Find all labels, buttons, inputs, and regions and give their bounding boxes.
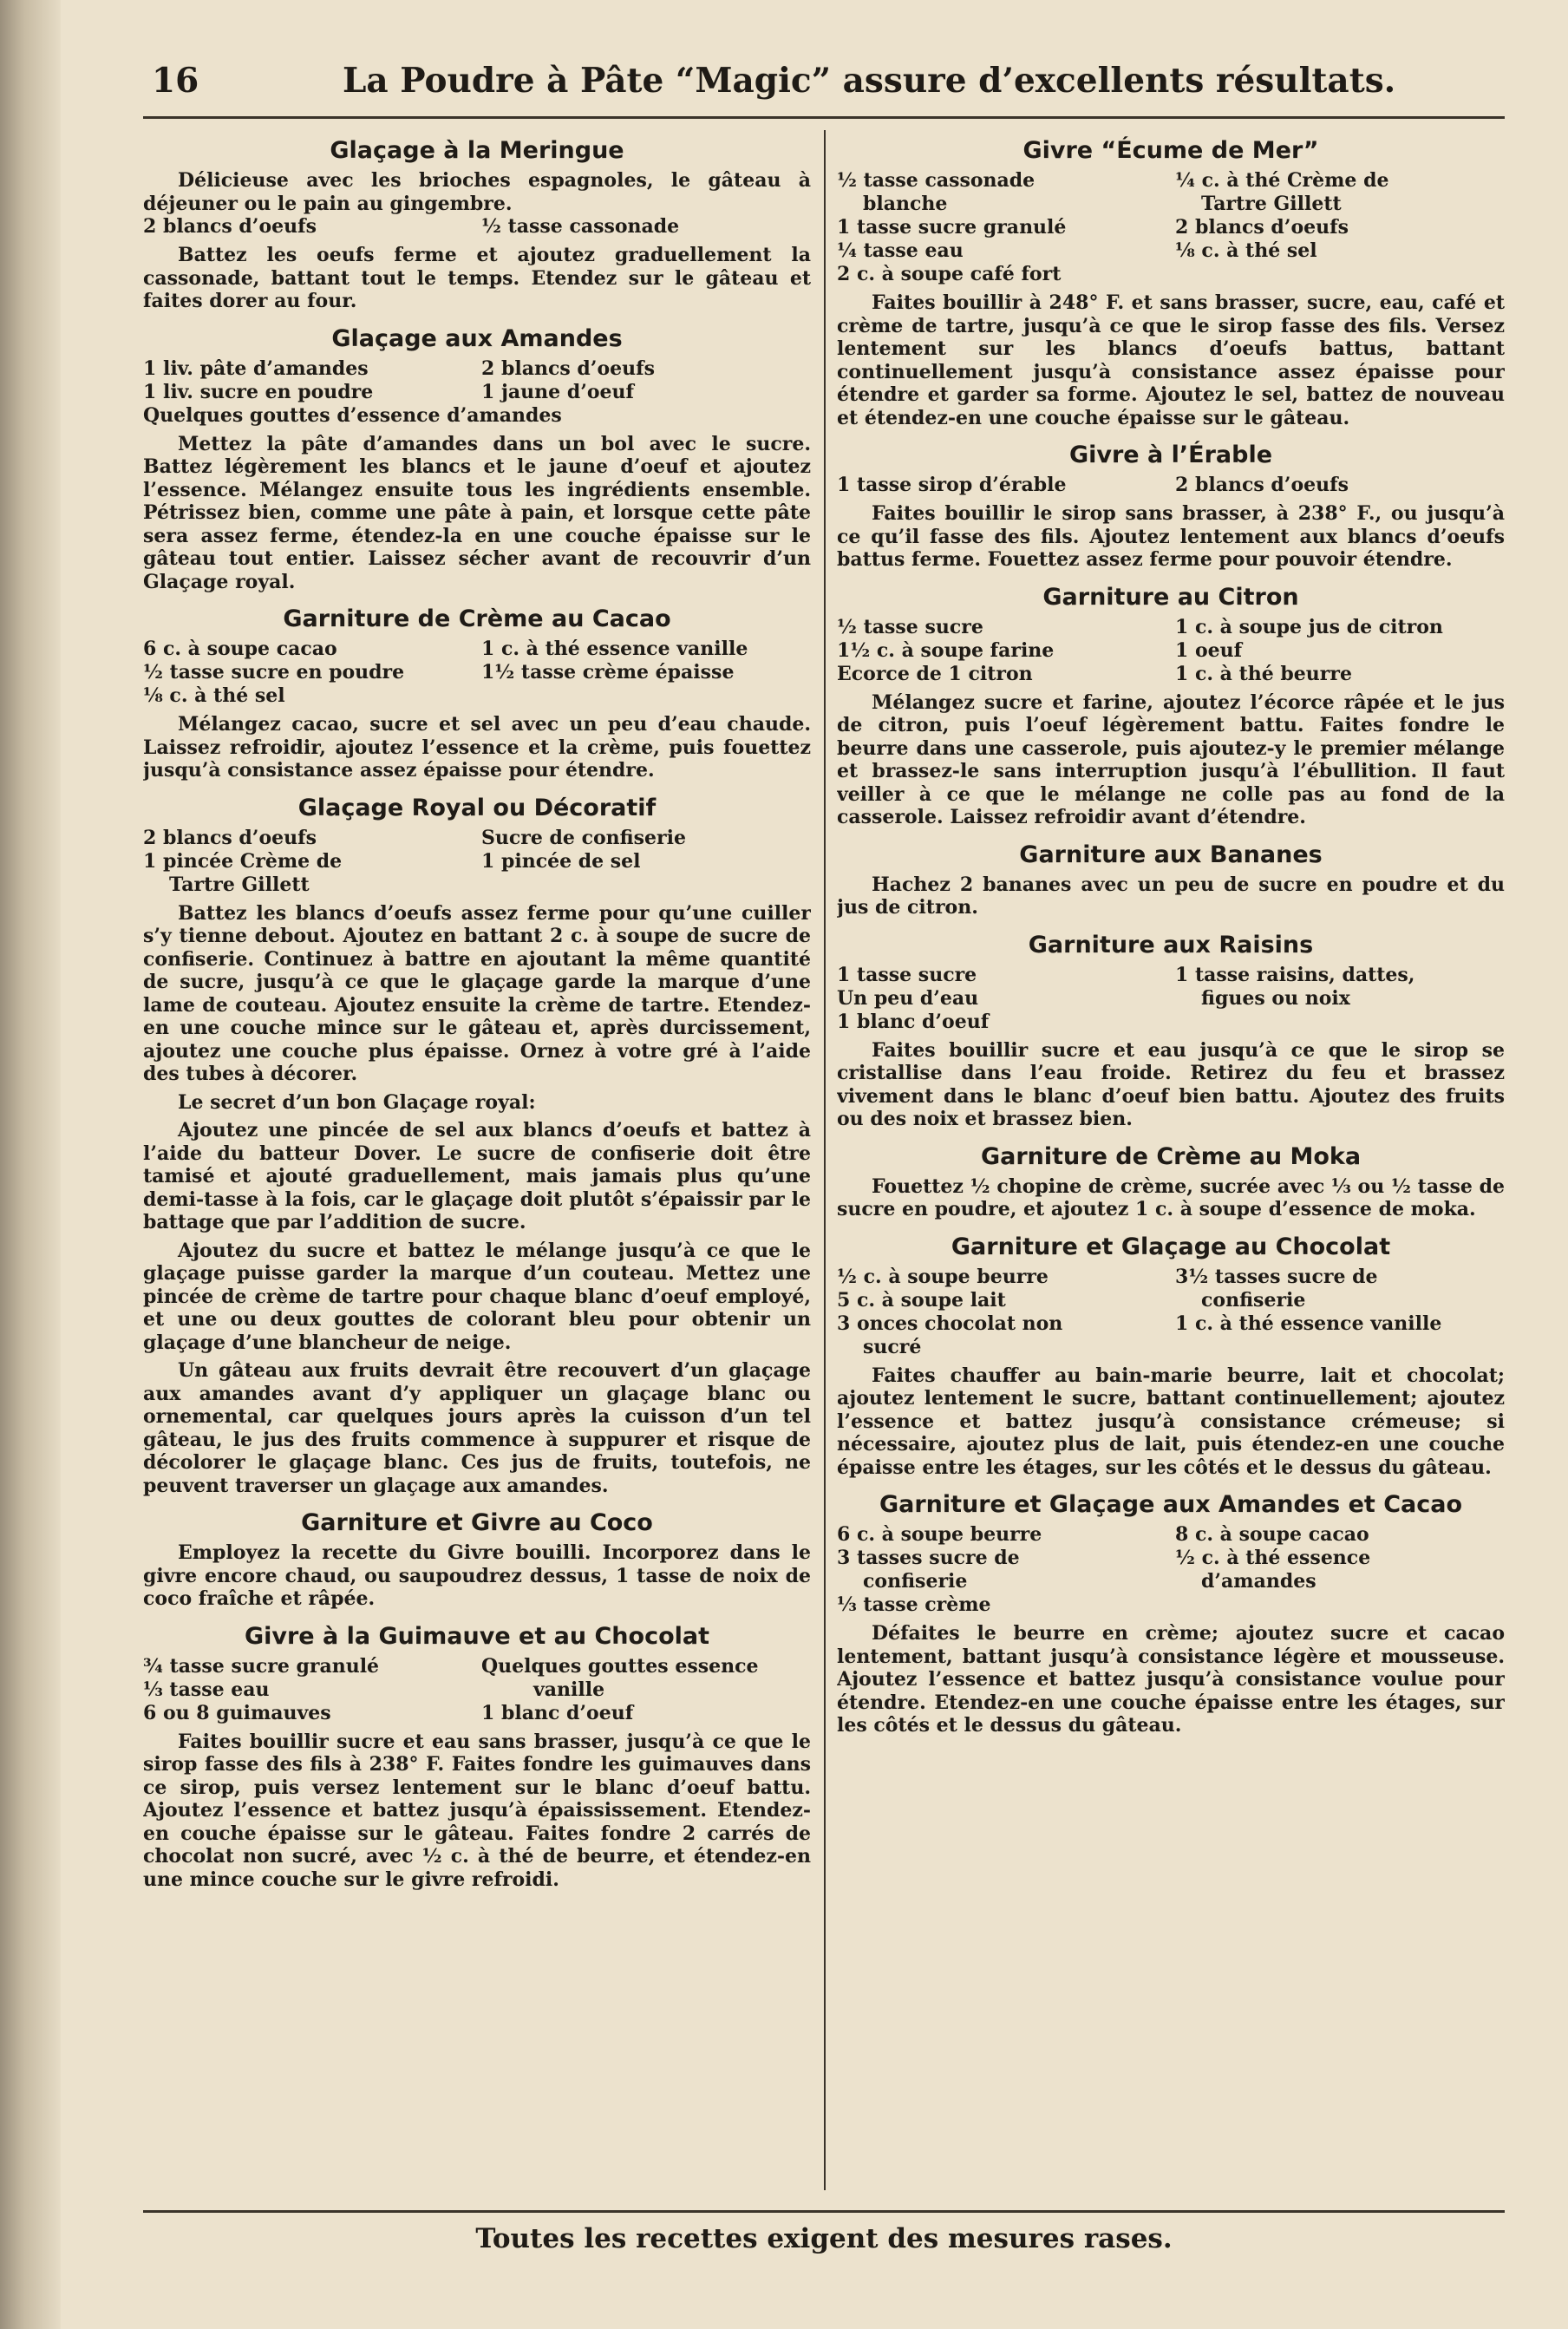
ingredient: 3½ tasses sucre de: [1175, 1265, 1378, 1288]
recipe-instructions: Hachez 2 bananes avec un peu de sucre en poudre et du jus de citron.: [837, 873, 1505, 919]
page-header: [152, 61, 1505, 113]
ingredient: 1 liv. pâte d’amandes: [143, 357, 369, 380]
ingredient-list: [837, 1523, 1505, 1617]
ingredient: 8 c. à soupe cacao: [1175, 1523, 1369, 1546]
recipe-instructions: Mélangez sucre et farine, ajoutez l’écorce râpée et le jus de citron, puis l’oeuf légèrement battu. Faites fondre le beurre dans une casserole, puis ajoutez-y le premier mélange et brassez-le sans interruption jusqu’à l’ébullition. Il faut veiller à ce que le mélange ne colle pas au fond de la casserole. Laissez refroidir avant d’étendre.: [837, 690, 1505, 828]
ingredient: ½ c. à thé essence: [1175, 1547, 1371, 1569]
ingredient: ½ tasse sucre: [837, 615, 983, 638]
ingredient: 1 oeuf: [1175, 638, 1243, 662]
recipe-title: Glaçage à la Meringue: [330, 137, 624, 164]
ingredient: 1 tasse sirop d’érable: [837, 474, 1067, 496]
ingredient: 3 onces chocolat non: [837, 1312, 1063, 1335]
recipe-instructions: Battez les oeufs ferme et ajoutez graduellement la cassonade, battant tout le temps. Etendez sur le gâteau et faites dorer au four.: [143, 244, 811, 312]
ingredient: sucré: [863, 1335, 922, 1358]
recipe-givre-guimauve-chocolat: [143, 1623, 811, 1892]
recipe-intro: Délicieuse avec les brioches espagnoles, le gâteau à déjeuner ou le pain au gingembre.: [143, 169, 811, 215]
ingredient: figues ou noix: [1201, 986, 1350, 1010]
recipe-glacage-amandes: [143, 325, 811, 594]
ingredient: ⅛ c. à thé sel: [1175, 239, 1317, 262]
right-column: [837, 130, 1505, 2195]
ingredient: 1 pincée de sel: [481, 849, 641, 873]
recipe-instructions: Faites chauffer au bain-marie beurre, lait et chocolat; ajoutez lentement le sucre, battant continuellement; ajoutez l’essence et battez jusqu’à consistance crémeuse; si nécessaire, ajoutez plus de lait, puis étendez-en une couche épaisse entre les étages, sur les côtés et le dessus du gâteau.: [837, 1364, 1505, 1479]
ingredient: 1 jaune d’oeuf: [481, 380, 634, 403]
book-binding-shadow: [0, 0, 61, 2329]
ingredient: confiserie: [863, 1570, 968, 1593]
column-divider: [824, 130, 826, 2190]
recipe-title: Garniture et Givre au Coco: [301, 1509, 653, 1536]
recipe-garniture-bananes: [837, 841, 1505, 919]
recipe-title: Givre à la Guimauve et au Chocolat: [244, 1622, 710, 1650]
recipe-instructions: Mélangez cacao, sucre et sel avec un peu d’eau chaude. Laissez refroidir, ajoutez l’essence et la crème, puis fouettez jusqu’à consistance assez épaisse pour étendre.: [143, 713, 811, 782]
ingredient: ⅓ tasse eau: [143, 1678, 270, 1701]
ingredient: ¾ tasse sucre granulé: [143, 1654, 380, 1678]
recipe-creme-cacao: [143, 605, 811, 782]
recipe-title: Glaçage Royal ou Décoratif: [297, 794, 657, 821]
recipe-givre-ecume-de-mer: [837, 137, 1505, 429]
ingredient: Quelques gouttes essence: [481, 1654, 759, 1678]
ingredient: ½ tasse cassonade: [481, 215, 680, 238]
ingredient: 1 c. à thé essence vanille: [481, 638, 748, 660]
ingredient: d’amandes: [1201, 1570, 1316, 1593]
ingredient-list: [837, 964, 1505, 1034]
ingredient: Un peu d’eau: [837, 986, 979, 1010]
ingredient: Tartre Gillett: [1201, 193, 1342, 215]
recipe-title: Garniture et Glaçage aux Amandes et Cacao: [879, 1491, 1463, 1518]
recipe-instructions: Employez la recette du Givre bouilli. Incorporez dans le givre encore chaud, ou saupoudrez dessus, 1 tasse de noix de coco fraîche et râpée.: [143, 1541, 811, 1610]
ingredient-list: [837, 169, 1505, 286]
ingredient: confiserie: [1201, 1288, 1306, 1312]
ingredient: 6 ou 8 guimauves: [143, 1701, 331, 1724]
recipe-creme-moka: [837, 1143, 1505, 1221]
ingredient: 1½ c. à soupe farine: [837, 638, 1055, 662]
recipe-title: Garniture aux Bananes: [1019, 841, 1323, 868]
ingredient: 1 c. à soupe jus de citron: [1175, 615, 1443, 638]
ingredient-list: [143, 638, 811, 708]
recipe-title: Glaçage aux Amandes: [331, 324, 623, 352]
recipe-glacage-meringue: [143, 137, 811, 313]
ingredient-list: [837, 1266, 1505, 1359]
ingredient: 1 pincée Crème de: [143, 849, 343, 873]
recipe-title: Garniture et Glaçage au Chocolat: [951, 1233, 1391, 1260]
ingredient: 6 c. à soupe cacao: [143, 638, 337, 660]
recipe-instructions: Mettez la pâte d’amandes dans un bol avec le sucre. Battez légèrement les blancs et le jaune d’oeuf et ajoutez l’essence. Mélangez ensuite tous les ingrédients ensemble. Pétrissez bien, comme une pâte à pain, et lorsque cette pâte sera assez ferme, étendez-la en une couche épaisse sur le gâteau tout entier. Laissez sécher avant de recouvrir d’un Glaçage royal.: [143, 432, 811, 593]
recipe-givre-erable: [837, 442, 1505, 572]
ingredient: 2 blancs d’oeufs: [1175, 216, 1349, 239]
footer-note: Toutes les recettes exigent des mesures rases.: [475, 2223, 1173, 2254]
ingredient: 2 blancs d’oeufs: [143, 826, 317, 849]
ingredient: 1 tasse sucre granulé: [837, 216, 1067, 239]
header-rule: [143, 116, 1505, 119]
recipe-garniture-chocolat: [837, 1233, 1505, 1480]
recipe-title: Garniture de Crème au Moka: [980, 1142, 1362, 1170]
ingredient-list: [837, 474, 1505, 497]
recipe-title: Givre à l’Érable: [1068, 442, 1273, 468]
recipe-title: Garniture de Crème au Cacao: [283, 605, 671, 632]
ingredient: 3 tasses sucre de: [837, 1547, 1020, 1569]
ingredient-list: [143, 1655, 811, 1725]
page-title: La Poudre à Pâte “Magic” assure d’excellents résultats.: [343, 61, 1396, 101]
footer-rule: [143, 2210, 1505, 2213]
ingredient: 2 blancs d’oeufs: [143, 215, 317, 238]
ingredient: blanche: [863, 193, 948, 215]
ingredient: ½ tasse sucre en poudre: [143, 661, 405, 684]
recipe-instructions: Faites bouillir sucre et eau jusqu’à ce que le sirop se cristallise dans l’eau froide. Retirez du feu et brassez vivement dans le blanc d’oeuf bien battu. Ajoutez des fruits ou des noix et brassez bien.: [837, 1038, 1505, 1130]
left-column: [143, 130, 811, 2195]
recipe-givre-coco: [143, 1509, 811, 1611]
recipe-glacage-royal: [143, 795, 811, 1498]
ingredient: 1 blanc d’oeuf: [481, 1701, 634, 1724]
recipe-title: Givre “Écume de Mer”: [1022, 137, 1319, 164]
recipe-instructions: Fouettez ½ chopine de crème, sucrée avec ⅓ ou ½ tasse de sucre en poudre, et ajoutez 1 c. à soupe d’essence de moka.: [837, 1174, 1505, 1220]
recipe-title: Garniture aux Raisins: [1028, 931, 1314, 958]
ingredient-list: [143, 357, 811, 428]
ingredient: 1 blanc d’oeuf: [837, 1010, 990, 1033]
recipe-subheading: Le secret d’un bon Glaçage royal:: [178, 1090, 536, 1114]
page-number: 16: [152, 61, 199, 101]
recipe-instructions: Faites bouillir le sirop sans brasser, à 238° F., ou jusqu’à ce qu’il fasse des fils. Ajoutez lentement aux blancs d’oeufs battus ferme. Fouettez assez ferme pour pouvoir étendre.: [837, 502, 1505, 571]
recipe-instructions: Ajoutez du sucre et battez le mélange jusqu’à ce que le glaçage puisse garder la marque d’un couteau. Mettez une pincée de crème de tartre pour chaque blanc d’oeuf employé, et une ou deux gouttes de colorant bleu pour obtenir un glaçage d’une blancheur de neige.: [143, 1239, 811, 1354]
ingredient: 1 liv. sucre en poudre: [143, 380, 374, 403]
ingredient: ¼ c. à thé Crème de: [1175, 169, 1389, 192]
ingredient: 1½ tasse crème épaisse: [481, 661, 735, 684]
ingredient: 1 tasse sucre: [837, 963, 977, 986]
ingredient: ¼ tasse eau: [837, 239, 964, 262]
ingredient: 1 c. à thé beurre: [1175, 662, 1352, 685]
ingredient: 1 c. à thé essence vanille: [1175, 1312, 1442, 1335]
ingredient: ½ c. à soupe beurre: [837, 1265, 1049, 1288]
ingredient: Quelques gouttes d’essence d’amandes: [143, 403, 562, 427]
recipe-garniture-citron: [837, 584, 1505, 829]
recipe-amandes-cacao: [837, 1491, 1505, 1737]
ingredient: 2 blancs d’oeufs: [1175, 474, 1349, 496]
ingredient: vanille: [533, 1678, 605, 1701]
ingredient: ⅓ tasse crème: [837, 1593, 991, 1616]
recipe-instructions: Faites bouillir à 248° F. et sans brasser, sucre, eau, café et crème de tartre, jusqu’à ce que le sirop fasse des fils. Versez lentement sur les blancs d’oeufs battus, battant continuellement jusqu’à consistance assez épaisse pour étendre et garder sa forme. Ajoutez le sel, battez de nouveau et étendez-en une couche épaisse sur le gâteau.: [837, 291, 1505, 429]
ingredient-list: [143, 215, 811, 239]
ingredient: Sucre de confiserie: [481, 826, 686, 849]
ingredient: 2 c. à soupe café fort: [837, 263, 1062, 285]
recipe-title: Garniture au Citron: [1042, 583, 1299, 611]
recipe-instructions: Faites bouillir sucre et eau sans brasser, jusqu’à ce que le sirop fasse des fils à 238° F. Faites fondre les guimauves dans ce sirop, puis versez lentement sur le blanc d’oeuf battu. Ajoutez l’essence et battez jusqu’à épaississement. Etendez-en couche épaisse sur le gâteau. Faites fondre 2 carrés de chocolat non sucré, avec ½ c. à thé de beurre, et étendez-en une mince couche sur le givre refroidi.: [143, 1730, 811, 1891]
recipe-instructions: Un gâteau aux fruits devrait être recouvert d’un glaçage aux amandes avant d’y appliquer un glaçage blanc ou ornemental, car quelques jours après la cuisson d’un tel gâteau, le jus des fruits commence à suppurer et risque de décolorer le glaçage blanc. Ces jus de fruits, toutefois, ne peuvent traverser un glaçage aux amandes.: [143, 1359, 811, 1497]
ingredient: 6 c. à soupe beurre: [837, 1523, 1042, 1546]
ingredient-list: [143, 827, 811, 897]
ingredient: ½ tasse cassonade: [837, 169, 1036, 192]
recipe-garniture-raisins: [837, 932, 1505, 1131]
recipe-instructions: Ajoutez une pincée de sel aux blancs d’oeufs et battez à l’aide du batteur Dover. Le sucre de confiserie doit être tamisé et ajouté graduellement, mais jamais plus qu’une demi-tasse à la fois, car le glaçage doit plutôt s’épaissir par le battage que par l’addition de sucre.: [143, 1119, 811, 1233]
ingredient-list: [837, 616, 1505, 686]
ingredient: 2 blancs d’oeufs: [481, 357, 655, 380]
recipe-instructions: Battez les blancs d’oeufs assez ferme pour qu’une cuiller s’y tienne debout. Ajoutez en battant 2 c. à soupe de sucre de confiserie. Continuez à battre en ajoutant la même quantité de sucre, jusqu’à ce que le glaçage garde la marque d’une lame de couteau. Ajoutez ensuite la crème de tartre. Etendez-en une couche mince sur le gâteau et, après durcissement, ajoutez une couche plus épaisse. Ornez à votre gré à l’aide des tubes à décorer.: [143, 901, 811, 1085]
ingredient: 5 c. à soupe lait: [837, 1288, 1006, 1312]
ingredient: Ecorce de 1 citron: [837, 662, 1033, 685]
recipe-instructions: Défaites le beurre en crème; ajoutez sucre et cacao lentement, battant jusqu’à consistance légère et mousseuse. Ajoutez l’essence et battez jusqu’à consistance voulue pour étendre. Etendez-en une couche épaisse entre les étages, sur les côtés et le dessus du gâteau.: [837, 1622, 1505, 1737]
ingredient: Tartre Gillett: [169, 873, 310, 896]
ingredient: 1 tasse raisins, dattes,: [1175, 963, 1415, 986]
ingredient: ⅛ c. à thé sel: [143, 684, 285, 707]
